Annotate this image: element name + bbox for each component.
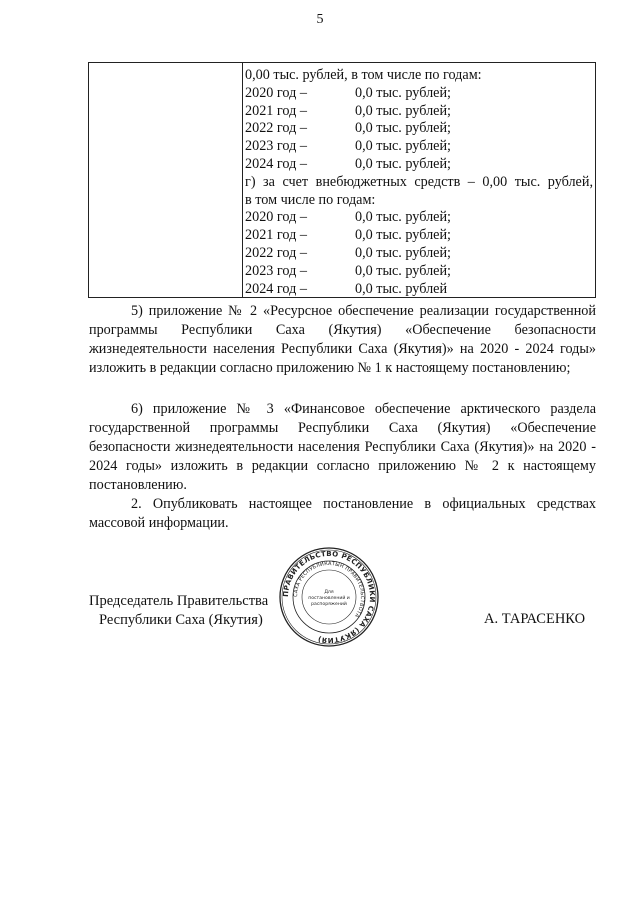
table-line: в том числе по годам: xyxy=(245,191,376,208)
seal-inner-text: САХА РЕСПУБЛИКАТЫН ПРАВИТЕЛЬСТВОТА xyxy=(292,560,366,619)
table-row: 2024 год – 0,0 тыс. рублей; xyxy=(245,155,451,172)
table-row: 2023 год – 0,0 тыс. рублей; xyxy=(245,262,451,279)
table-row: 2021 год – 0,0 тыс. рублей; xyxy=(245,102,451,119)
funding-table xyxy=(88,62,596,298)
table-row: 2020 год – 0,0 тыс. рублей; xyxy=(245,84,451,101)
table-row: 2020 год – 0,0 тыс. рублей; xyxy=(245,209,451,226)
table-line: г) за счет внебюджетных средств – 0,00 тыс. рублей, xyxy=(245,173,593,190)
table-row: 2023 год – 0,0 тыс. рублей; xyxy=(245,138,451,155)
seal-outer-text: ПРАВИТЕЛЬСТВО РЕСПУБЛИКИ САХА (ЯКУТИЯ) xyxy=(281,549,377,645)
paragraph-publish: 2. Опубликовать настоящее постановление в официальных средствах массовой информации. xyxy=(89,496,596,531)
signatory-position: Председатель Правительства Республики Саха (Якутия) xyxy=(89,593,269,628)
seal-center-line: постановлений и xyxy=(308,596,350,601)
table-row: 2022 год – 0,0 тыс. рублей; xyxy=(245,120,451,137)
table-line: 0,00 тыс. рублей, в том числе по годам: xyxy=(245,67,482,83)
seal-center-line: Для xyxy=(324,590,334,595)
table-row: 2024 год – 0,0 тыс. рублей xyxy=(245,280,448,297)
table-row: 2021 год – 0,0 тыс. рублей; xyxy=(245,227,451,244)
table-column-divider xyxy=(242,63,243,297)
paragraph-6: 6) приложение № 3 «Финансовое обеспечение арктического раздела государственной программы Республики Саха (Якутия) «Обеспечение безопасности жизнедеятельности населения Республики Саха (Якутия)» на 2020 - 2024 годы» изложить в редакции согласно приложению № 2 к настоящему постановлению. xyxy=(89,401,596,493)
official-seal-icon xyxy=(278,546,380,648)
signatory-name: А. ТАРАСЕНКО xyxy=(484,611,586,627)
funding-cell xyxy=(245,67,593,298)
seal-center-line: распоряжений xyxy=(311,602,347,607)
table-row: 2022 год – 0,0 тыс. рублей; xyxy=(245,244,451,261)
page-number: 5 xyxy=(316,12,324,27)
paragraph-5: 5) приложение № 2 «Ресурсное обеспечение реализации государственной программы Республики Саха (Якутия) «Обеспечение безопасности жизнедеятельности населения Республики Саха (Якутия)» на 2020 - 2024 годы» изложить в редакции согласно приложению № 1 к настоящему постановлению; xyxy=(89,303,596,376)
